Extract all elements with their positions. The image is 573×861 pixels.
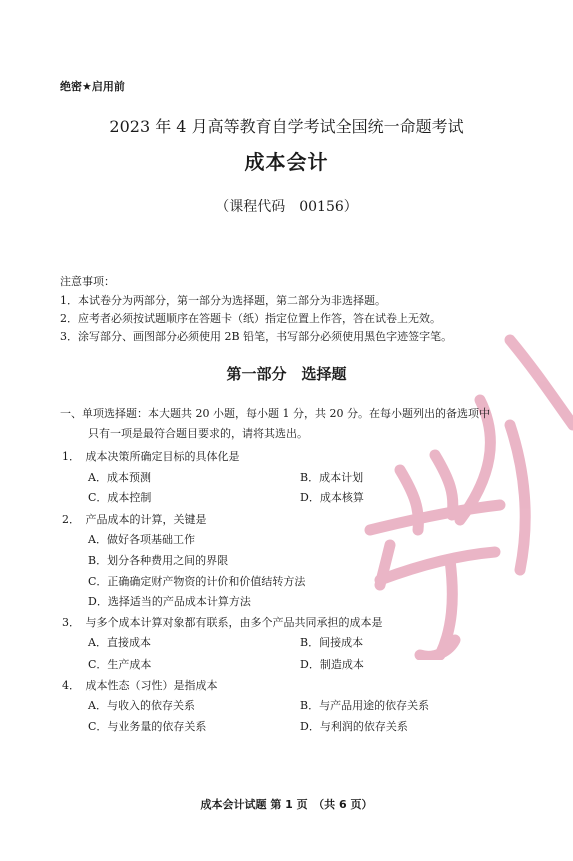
option: B．间接成本 bbox=[300, 636, 364, 649]
option: C．成本控制 bbox=[88, 491, 152, 504]
option: A．做好各项基础工作 bbox=[88, 533, 195, 546]
page-footer: 成本会计试题 第 1 页 （共 6 页） bbox=[200, 798, 373, 811]
option: D．选择适当的产品成本计算方法 bbox=[88, 595, 251, 608]
notes-title: 注意事项： bbox=[60, 275, 115, 288]
option: C．生产成本 bbox=[88, 658, 152, 671]
question-stem: 1． 成本决策所确定目标的具体化是 bbox=[62, 450, 240, 463]
confidential-mark: 绝密★启用前 bbox=[60, 80, 125, 93]
option: B．与产品用途的依存关系 bbox=[300, 699, 430, 712]
option: C．与业务量的依存关系 bbox=[88, 720, 207, 733]
instruction-line: 只有一项是最符合题目要求的，请将其选出。 bbox=[88, 427, 308, 440]
exam-title: 2023 年 4 月高等教育自学考试全国统一命题考试 bbox=[109, 117, 464, 136]
option: C．正确确定财产物资的计价和价值结转方法 bbox=[88, 575, 306, 588]
subject-title: 成本会计 bbox=[244, 150, 329, 174]
instruction-line: 一、单项选择题：本大题共 20 小题，每小题 1 分，共 20 分。在每小题列出的备选项中 bbox=[60, 407, 490, 420]
course-code: （课程代码 00156） bbox=[215, 199, 358, 215]
note-item: 1．本试卷分为两部分，第一部分为选择题，第二部分为非选择题。 bbox=[60, 294, 386, 307]
note-item: 2．应考者必须按试题顺序在答题卡（纸）指定位置上作答，答在试卷上无效。 bbox=[60, 312, 441, 325]
option: D．制造成本 bbox=[300, 658, 364, 671]
section-title: 第一部分 选择题 bbox=[226, 365, 347, 383]
option: A．与收入的依存关系 bbox=[88, 699, 195, 712]
option: D．成本核算 bbox=[300, 491, 364, 504]
option: B．划分各种费用之间的界限 bbox=[88, 554, 229, 567]
question-stem: 3． 与多个成本计算对象都有联系，由多个产品共同承担的成本是 bbox=[62, 616, 383, 629]
note-item: 3．涂写部分、画图部分必须使用 2B 铅笔，书写部分必须使用黑色字迹签字笔。 bbox=[60, 330, 453, 343]
question-stem: 2． 产品成本的计算，关键是 bbox=[62, 513, 207, 526]
question-stem: 4． 成本性态（习性）是指成本 bbox=[62, 679, 218, 692]
option: A．直接成本 bbox=[88, 636, 151, 649]
option: A．成本预测 bbox=[88, 471, 151, 484]
option: D．与利润的依存关系 bbox=[300, 720, 408, 733]
option: B．成本计划 bbox=[300, 471, 364, 484]
